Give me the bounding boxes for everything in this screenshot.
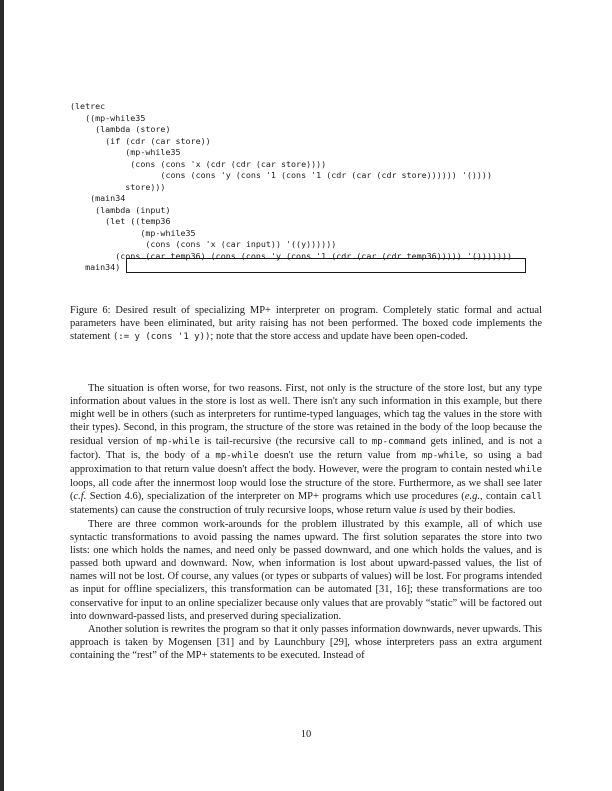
code-line: (if (cdr (car store)) bbox=[70, 135, 211, 146]
text: The situation is often worse, for two reasons. First, not only is the structure of the store lost, but any type information about values in the store is lost as well. There isn't any such information in this example, but there might well be in others (such as interpreters for runtime-typed languages, which tag the values in the store with their types). Second, in this program, the structure of the store was retained in the body of the loop because the residual version of bbox=[70, 383, 542, 447]
inline-code: mp-while bbox=[156, 436, 200, 447]
caption-text: Figure 6: Desired result of specializing MP+ interpreter on program. Completely static formal and actual parameters have been eliminated, but arity raising has not been performed. The boxed code implements the statement bbox=[70, 305, 542, 343]
text: gets inlined, and is not a factor). That is, the body of a bbox=[70, 435, 543, 461]
inline-code: while bbox=[514, 464, 542, 475]
code-line: main34) bbox=[70, 262, 121, 272]
inline-code: mp-command bbox=[371, 436, 427, 447]
text: is tail-recursive (the recursive call to bbox=[199, 435, 372, 447]
code-line: (cons (cons 'x (cdr (cdr (car store)))) bbox=[70, 158, 327, 169]
italic-text: e.g. bbox=[464, 491, 480, 503]
code-line: (mp-while35 bbox=[70, 147, 181, 157]
code-line: (let ((temp36 bbox=[70, 216, 171, 226]
paragraph bbox=[70, 382, 542, 518]
figure-caption bbox=[70, 304, 542, 345]
boxed-code-highlight bbox=[126, 258, 526, 273]
code-line: (letrec bbox=[70, 101, 106, 111]
body-text bbox=[70, 382, 542, 662]
code-line: (lambda (input) bbox=[70, 204, 171, 215]
code-line: (main34 bbox=[70, 193, 126, 203]
text: loops, all code after the innermost loop would lose the structure of the store. Furthermore, as we shall see later ( bbox=[70, 478, 542, 503]
inline-code: mp-while bbox=[421, 450, 466, 461]
page-number: 10 bbox=[300, 729, 312, 740]
paragraph: There are three common work-arounds for the problem illustrated by this example, all of which use syntactic transformations to avoid passing the names upward. The first solution separates the store into two lists: one which holds the names, and need only be passed downward, and one which holds the values, and is passed both upward and downward. Now, when information is lost about upward-passed values, the list of names will not be lost. Of course, any values (or types or subparts of values) will be lost. For programs intended as input for offline specializers, this transformation can be automated [31, 16]; these transformations are too conservative for input to an online specializer because only values that are provably “static” will be factored out into downward-passed lists, and preserved during specialization. bbox=[70, 518, 542, 622]
text: doesn't use the return value from bbox=[258, 449, 422, 461]
text: Section 4.6), specialization of the interpreter on MP+ programs which use procedures ( bbox=[86, 491, 465, 503]
text: statements) can cause the construction of truly recursive loops, whose return value bbox=[70, 505, 420, 517]
code-line: store))) bbox=[70, 181, 166, 192]
text: , contain bbox=[479, 491, 521, 503]
inline-code: mp-while bbox=[215, 450, 259, 461]
page-edge bbox=[0, 0, 4, 791]
code-line-boxed: (cons (car temp36) (cons (cons 'y (cons '1 (cdr (car (cdr temp36))))) '())))))) bbox=[70, 250, 513, 261]
code-listing bbox=[70, 101, 512, 274]
text: used by their bodies. bbox=[426, 505, 516, 517]
code-line: (cons (cons 'y (cons '1 (cons '1 (cdr (car (cdr store)))))) '()))) bbox=[70, 170, 492, 180]
caption-code: (:= y (cons '1 y)) bbox=[112, 332, 211, 343]
code-line: (lambda (store) bbox=[70, 124, 171, 134]
text: , so using a bad approximation to that return value doesn't affect the body. However, were the program to contain nested bbox=[70, 449, 542, 475]
italic-text: is bbox=[419, 505, 427, 517]
paragraph: Another solution is rewrites the program so that it only passes information downwards, never upwards. This approach is taken by Mogensen [31] and by Launchbury [29], whose interpreters pass an extra argument containing the “rest” of the MP+ statements to be executed. Instead of bbox=[70, 623, 542, 662]
code-line: ((mp-while35 bbox=[70, 112, 146, 123]
caption-text: ; note that the store access and update have been open-coded. bbox=[210, 331, 468, 343]
code-line: (cons (cons 'x (car input)) '((y)))))) bbox=[70, 239, 337, 249]
italic-text: c.f. bbox=[73, 491, 87, 503]
code-line: (mp-while35 bbox=[70, 227, 196, 238]
inline-code: call bbox=[520, 492, 543, 503]
